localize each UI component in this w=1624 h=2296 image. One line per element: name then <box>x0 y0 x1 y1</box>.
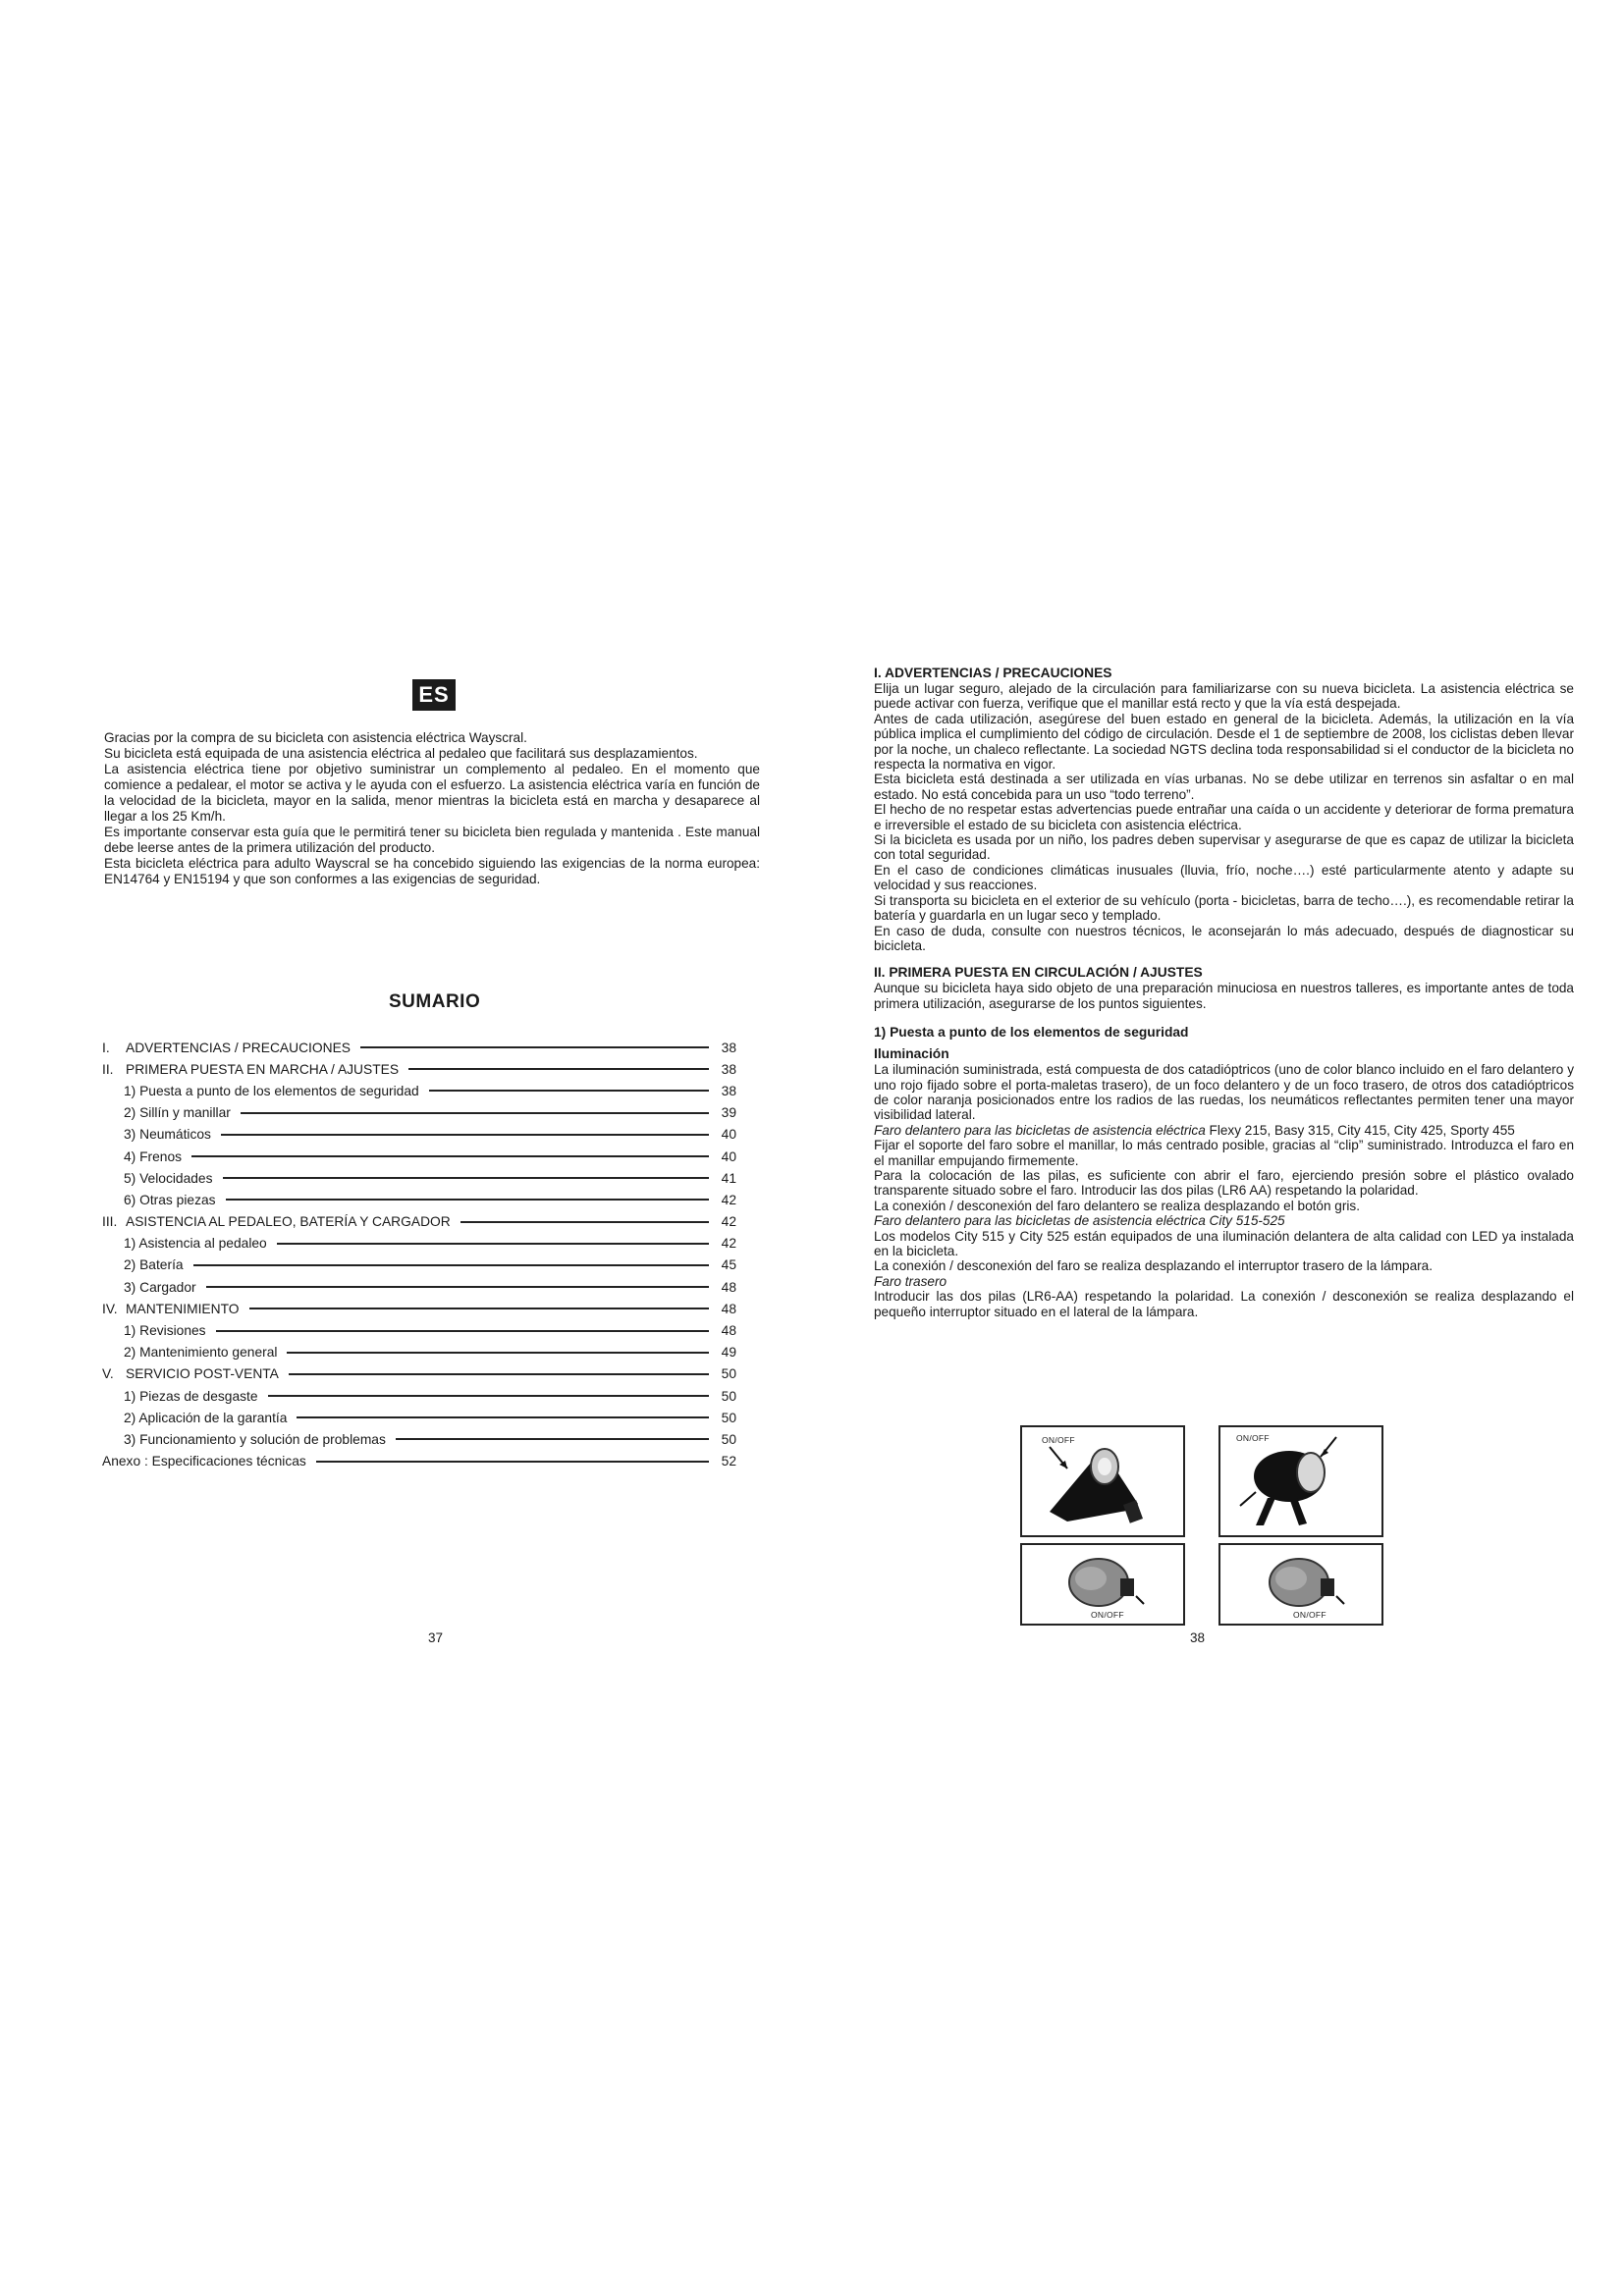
page-number: 38 <box>1190 1630 1206 1645</box>
toc-leader-line <box>287 1352 709 1354</box>
paragraph <box>874 1213 1574 1228</box>
paragraph: Esta bicicleta está destinada a ser utilizada en vías urbanas. No se debe utilizar en terrenos sin asfaltar o en mal estado. No está concebida para un uso “todo terreno”. <box>874 772 1574 802</box>
toc-leader-line <box>268 1395 709 1397</box>
intro-line: Esta bicicleta eléctrica para adulto Wayscral se ha concebido siguiendo las exigencias de la norma europea: EN14764 y EN15194 y que son conformes a las exigencias de seguridad. <box>104 856 760 886</box>
toc-label-text: 1) Piezas de desgaste <box>124 1388 258 1404</box>
paragraph: Fijar el soporte del faro sobre el manillar, lo más centrado posible, gracias al “clip” suministrado. Introduzca el faro en el manillar empujando firmemente. <box>874 1138 1574 1168</box>
italic-heading: Faro delantero para las bicicletas de asistencia eléctrica <box>874 1122 1206 1138</box>
toc-label-text: ADVERTENCIAS / PRECAUCIONES <box>126 1040 351 1055</box>
toc-row <box>102 1407 736 1428</box>
toc-leader-line <box>460 1221 709 1223</box>
toc-row <box>102 1255 736 1276</box>
toc-label <box>102 1062 399 1077</box>
toc-label <box>102 1280 196 1295</box>
toc-page-number: 50 <box>721 1366 736 1382</box>
toc-leader-line <box>396 1438 709 1440</box>
toc-page-number: 50 <box>721 1410 736 1425</box>
toc-label <box>102 1302 240 1316</box>
toc-leader-line <box>206 1286 709 1288</box>
toc-label-text: MANTENIMIENTO <box>126 1301 240 1316</box>
onoff-label: ON/OFF <box>1091 1610 1124 1620</box>
toc-row <box>102 1124 736 1146</box>
toc-page-number: 42 <box>721 1192 736 1207</box>
toc-row <box>102 1298 736 1319</box>
toc-leader-line <box>408 1068 709 1070</box>
toc-label <box>102 1432 386 1447</box>
toc-label <box>102 1084 419 1098</box>
toc-label-text: 4) Frenos <box>124 1148 183 1164</box>
toc-leader-line <box>429 1090 709 1092</box>
toc-label <box>102 1366 279 1381</box>
toc-row <box>102 1146 736 1167</box>
toc-row <box>102 1080 736 1101</box>
onoff-label: ON/OFF <box>1293 1610 1326 1620</box>
toc-leader-line <box>193 1264 709 1266</box>
toc-roman-numeral: II. <box>102 1061 114 1077</box>
toc-label <box>102 1323 206 1338</box>
toc-label-text: 6) Otras piezas <box>124 1192 216 1207</box>
toc-row <box>102 1276 736 1298</box>
toc-label-text: 3) Funcionamiento y solución de problemas <box>124 1431 386 1447</box>
toc-roman-numeral: IV. <box>102 1301 118 1316</box>
italic-heading: Faro delantero para las bicicletas de asistencia eléctrica City 515-525 <box>874 1213 1285 1229</box>
paragraph: El hecho de no respetar estas advertencias puede entrañar una caída o un accidente y deteriorar de forma prematura e irreversible el estado de su bicicleta con asistencia eléctrica. <box>874 802 1574 832</box>
toc-label-text: Anexo : Especificaciones técnicas <box>102 1454 306 1469</box>
paragraph: En caso de duda, consulte con nuestros técnicos, le aconsejarán lo más adecuado, después de diagnosticar su bicicleta. <box>874 923 1574 953</box>
toc-page-number: 48 <box>721 1301 736 1316</box>
italic-heading: Faro trasero <box>874 1273 947 1289</box>
paragraph: Aunque su bicicleta haya sido objeto de una preparación minuciosa en nuestros talleres, es importante antes de toda primera utilización, asegurarse de los puntos siguientes. <box>874 981 1574 1011</box>
rear-lamp-image <box>1020 1543 1185 1626</box>
onoff-label: ON/OFF <box>1042 1435 1075 1445</box>
paragraph: En el caso de condiciones climáticas inusuales (lluvia, frío, noche….) esté particularmente atento y adapte su velocidad y sus reacciones. <box>874 862 1574 893</box>
toc-row <box>102 1342 736 1363</box>
toc-leader-line <box>241 1112 709 1114</box>
toc-row <box>102 1319 736 1341</box>
toc-leader-line <box>249 1308 710 1309</box>
toc-page-number: 38 <box>721 1040 736 1055</box>
subsubsection-title: Iluminación <box>874 1046 949 1062</box>
toc-page-number: 50 <box>721 1388 736 1404</box>
toc-label <box>102 1214 451 1229</box>
toc-page-number: 41 <box>721 1170 736 1186</box>
toc-roman-numeral: V. <box>102 1366 114 1382</box>
model-list: Flexy 215, Basy 315, City 415, City 425, Sporty 455 <box>1205 1122 1515 1138</box>
paragraph: La conexión / desconexión del faro delantero se realiza desplazando el botón gris. <box>874 1198 1360 1213</box>
content-column <box>874 666 1574 1319</box>
paragraph <box>874 1123 1574 1138</box>
toc-page-number: 40 <box>721 1127 736 1143</box>
toc-page-number: 42 <box>721 1236 736 1252</box>
toc-leader-line <box>191 1155 709 1157</box>
toc-row <box>102 1211 736 1233</box>
toc-label <box>102 1345 277 1360</box>
toc-label-text: 1) Puesta a punto de los elementos de seguridad <box>124 1083 419 1098</box>
section-title: I. ADVERTENCIAS / PRECAUCIONES <box>874 666 1112 680</box>
toc-label <box>102 1171 213 1186</box>
toc-row <box>102 1037 736 1058</box>
toc-row <box>102 1385 736 1407</box>
toc-label <box>102 1257 184 1272</box>
toc-row <box>102 1189 736 1210</box>
page-number: 37 <box>428 1630 444 1645</box>
toc-label <box>102 1149 182 1164</box>
toc-label <box>102 1041 351 1055</box>
toc-label-text: 2) Batería <box>124 1257 184 1273</box>
toc-leader-line <box>277 1243 709 1245</box>
toc-row <box>102 1058 736 1080</box>
led-lamp-illustration <box>1220 1427 1381 1535</box>
sumario-title: SUMARIO <box>389 991 481 1012</box>
toc-label <box>102 1411 287 1425</box>
paragraph: Antes de cada utilización, asegúrese del buen estado en general de la bicicleta. Además, la utilización en la vía pública implica el cumplimiento del código de circulación. Desde el 1 de septiembre de 2008, los ciclistas deben llevar por la noche, un chaleco reflectante. La sociedad NGTS declina toda responsabilidad si el conductor de la bicicleta no respecta la normativa en vigor. <box>874 711 1574 773</box>
toc-label-text: 3) Neumáticos <box>124 1127 211 1143</box>
toc-page-number: 49 <box>721 1345 736 1361</box>
paragraph: Para la colocación de las pilas, es suficiente con abrir el faro, ejerciendo presión sobre el plástico ovalado transparente situado sobre el faro. Introducir las dos pilas (LR6 AA) respetando la polaridad. <box>874 1167 1574 1199</box>
toc-page-number: 48 <box>721 1323 736 1339</box>
intro-text <box>104 730 760 887</box>
paragraph: Si transporta su bicicleta en el exterior de su vehículo (porta - bicicletas, barra de techo….), es recomendable retirar la batería y guardarla en un lugar seco y templado. <box>874 892 1574 924</box>
toc-label-text: PRIMERA PUESTA EN MARCHA / AJUSTES <box>126 1061 400 1077</box>
toc-page-number: 48 <box>721 1279 736 1295</box>
toc-leader-line <box>316 1461 709 1463</box>
paragraph <box>874 1274 1574 1289</box>
toc-page-number: 39 <box>721 1105 736 1121</box>
rear-lamp-image-alt <box>1218 1543 1383 1626</box>
lamp-image-grid <box>1020 1425 1383 1631</box>
toc-leader-line <box>360 1046 709 1048</box>
toc-row <box>102 1167 736 1189</box>
toc-roman-numeral: I. <box>102 1040 110 1055</box>
toc-leader-line <box>223 1177 709 1179</box>
toc-row <box>102 1233 736 1255</box>
paragraph: Elija un lugar seguro, alejado de la circulación para familiarizarse con su nueva bicicleta. La asistencia eléctrica se puede activar con fuerza, verifique que el manillar está recto y que la vía está despejada. <box>874 681 1574 712</box>
toc-label <box>102 1127 211 1142</box>
paragraph: Los modelos City 515 y City 525 están equipados de una iluminación delantera de alta calidad con LED ya instalada en la bicicleta. <box>874 1228 1574 1258</box>
toc-label-text: SERVICIO POST-VENTA <box>126 1366 279 1382</box>
toc-row <box>102 1428 736 1450</box>
toc-leader-line <box>226 1199 709 1201</box>
toc-leader-line <box>221 1134 709 1136</box>
toc-label-text: ASISTENCIA AL PEDALEO, BATERÍA Y CARGADOR <box>126 1214 451 1230</box>
intro-line: Es importante conservar esta guía que le permitirá tener su bicicleta bien regulada y mantenida . Este manual debe leerse antes de la primera utilización del producto. <box>104 825 760 855</box>
paragraph: Introducir las dos pilas (LR6-AA) respetando la polaridad. La conexión / desconexión se realiza desplazando el pequeño interruptor situado en el lateral de la lámpara. <box>874 1289 1574 1319</box>
toc-row <box>102 1102 736 1124</box>
toc-leader-line <box>216 1330 709 1332</box>
toc-page-number: 42 <box>721 1214 736 1230</box>
intro-line: La asistencia eléctrica tiene por objetivo suministrar un complemento al pedaleo. En el momento que comience a pedalear, el motor se activa y le ayuda con el esfuerzo. La asistencia eléctrica varía en función de la velocidad de la bicicleta, mayor en la salida, menor mientras la bicicleta está en marcha y desaparece al llegar a los 25 Km/h. <box>104 762 760 824</box>
toc-roman-numeral: III. <box>102 1214 118 1230</box>
toc-page-number: 38 <box>721 1083 736 1098</box>
toc-page-number: 38 <box>721 1061 736 1077</box>
toc-leader-line <box>297 1416 709 1418</box>
toc-label-text: 1) Asistencia al pedaleo <box>124 1236 267 1252</box>
toc-page-number: 45 <box>721 1257 736 1273</box>
toc-label-text: 5) Velocidades <box>124 1170 213 1186</box>
toc-label-text: 1) Revisiones <box>124 1323 206 1339</box>
toc-label-text: 2) Mantenimiento general <box>124 1345 278 1361</box>
toc-row <box>102 1363 736 1385</box>
toc-label-text: 2) Sillín y manillar <box>124 1105 231 1121</box>
front-lamp-image <box>1020 1425 1185 1537</box>
toc-page-number: 50 <box>721 1431 736 1447</box>
led-lamp-image <box>1218 1425 1383 1537</box>
toc-label <box>102 1389 258 1404</box>
toc-label <box>102 1105 231 1120</box>
toc-row <box>102 1451 736 1472</box>
toc-page-number: 52 <box>721 1454 736 1469</box>
intro-line: Su bicicleta está equipada de una asistencia eléctrica al pedaleo que facilitará sus desplazamientos. <box>104 746 698 761</box>
intro-line: Gracias por la compra de su bicicleta con asistencia eléctrica Wayscral. <box>104 730 527 745</box>
toc-label <box>102 1193 216 1207</box>
toc-label <box>102 1454 306 1468</box>
toc-page-number: 40 <box>721 1148 736 1164</box>
toc-label-text: 3) Cargador <box>124 1279 196 1295</box>
table-of-contents <box>102 1037 736 1472</box>
section-title: II. PRIMERA PUESTA EN CIRCULACIÓN / AJUSTES <box>874 965 1203 981</box>
onoff-label: ON/OFF <box>1236 1433 1270 1443</box>
toc-label <box>102 1236 267 1251</box>
toc-leader-line <box>289 1373 709 1375</box>
right-page <box>812 0 1624 2296</box>
paragraph: La conexión / desconexión del faro se realiza desplazando el interruptor trasero de la lámpara. <box>874 1258 1434 1274</box>
toc-label-text: 2) Aplicación de la garantía <box>124 1410 288 1425</box>
subsection-title: 1) Puesta a punto de los elementos de seguridad <box>874 1025 1189 1041</box>
paragraph: Si la bicicleta es usada por un niño, los padres deben supervisar y asegurarse de que es capaz de utilizar la bicicleta con total seguridad. <box>874 832 1574 863</box>
paragraph: La iluminación suministrada, está compuesta de dos catadióptricos (uno de color blanco incluido en el faro delantero y uno rojo fijado sobre el porta-maletas trasero), de un foco delantero y de un foco trasero, de otros dos catadióptricos de color naranja posicionados entre los radios de las ruedas, los neumáticos reflectantes permiten tener una mayor visibilidad lateral. <box>874 1062 1574 1123</box>
language-badge: ES <box>412 679 456 711</box>
